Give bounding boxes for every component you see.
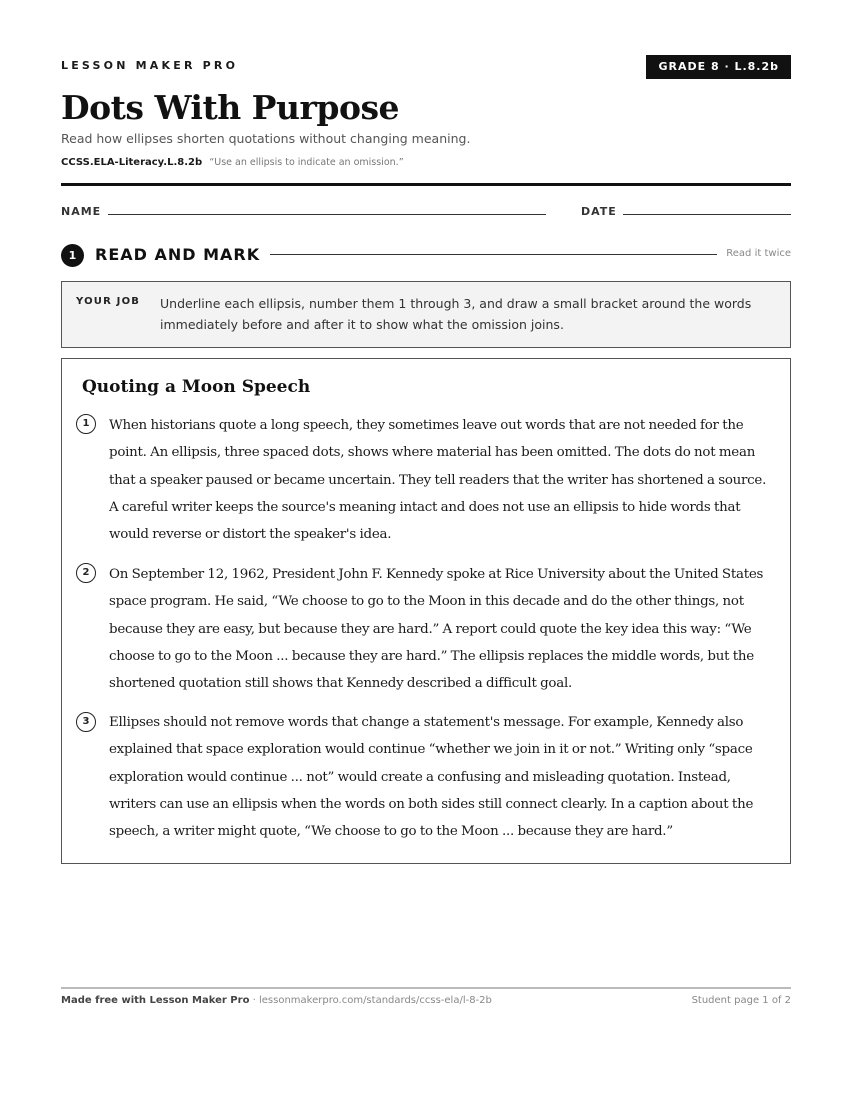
page-title: Dots With Purpose <box>61 88 400 127</box>
date-field-line[interactable] <box>623 214 791 215</box>
worksheet-page <box>61 0 791 1100</box>
section-number-badge: 1 <box>61 244 84 267</box>
standard-line <box>61 157 404 168</box>
brand-name: LESSON MAKER PRO <box>61 59 239 72</box>
paragraph-number-2: 2 <box>76 563 96 583</box>
your-job-label: YOUR JOB <box>76 296 141 307</box>
your-job-text: Underline each ellipsis, number them 1 through 3, and draw a small bracket around the words immediately before and after it to show what the omission joins. <box>160 296 752 332</box>
standard-quote: “Use an ellipsis to indicate an omission.” <box>209 157 404 168</box>
standard-code: CCSS.ELA-Literacy.L.8.2b <box>61 157 203 168</box>
footer-divider <box>61 987 791 989</box>
paragraph-1: When historians quote a long speech, they sometimes leave out words that are not needed for the point. An ellipsis, three spaced dots, shows where material has been omitted. The dots do not mean that a speaker paused or became uncertain. They tell readers that the writer has shortened a source. A careful writer keeps the source's meaning intact and does not use an ellipsis to hide words that would reverse or distort the speaker's idea. <box>109 418 767 543</box>
section-heading <box>61 243 791 267</box>
footer-page-number: Student page 1 of 2 <box>691 995 791 1006</box>
paragraph-3: Ellipses should not remove words that change a statement's message. For example, Kennedy also explained that space exploration would continue “whether we join in it or not.” Writing only “space exploration would continue ... not” would create a confusing and misleading quotation. Instead, writers can use an ellipsis when the words on both sides still connect clearly. In a caption about the speech, a writer might quote, “We choose to go to the Moon ... because they are hard.” <box>109 715 754 840</box>
footer-url[interactable]: · lessonmakerpro.com/standards/ccss-ela/l-8-2b <box>249 995 492 1006</box>
reading-title: Quoting a Moon Speech <box>82 377 311 397</box>
date-label: DATE <box>581 205 617 218</box>
section-divider <box>270 254 717 255</box>
paragraph-number-1: 1 <box>76 414 96 434</box>
your-job-box <box>61 281 791 348</box>
name-field-line[interactable] <box>108 214 546 215</box>
section-title: READ AND MARK <box>95 245 261 264</box>
reading-passage-box <box>61 358 791 864</box>
paragraph-number-3: 3 <box>76 712 96 732</box>
name-label: NAME <box>61 205 102 218</box>
footer-credit <box>61 995 492 1006</box>
section-note: Read it twice <box>726 248 791 259</box>
header-divider <box>61 183 791 186</box>
paragraph-2: On September 12, 1962, President John F. Kennedy spoke at Rice University about the United States space program. He said, “We choose to go to the Moon in this decade and do the other things, not because they are easy, but because they are hard.” A report could quote the key idea this way: “We choose to go to the Moon ... because they are hard.” The ellipsis replaces the middle words, but the shortened quotation still shows that Kennedy described a difficult goal. <box>109 567 764 692</box>
footer-brand: Made free with Lesson Maker Pro <box>61 995 250 1006</box>
grade-badge: GRADE 8 · L.8.2b <box>646 55 791 79</box>
header-brand-row <box>61 55 791 79</box>
page-subtitle: Read how ellipses shorten quotations without changing meaning. <box>61 131 471 146</box>
